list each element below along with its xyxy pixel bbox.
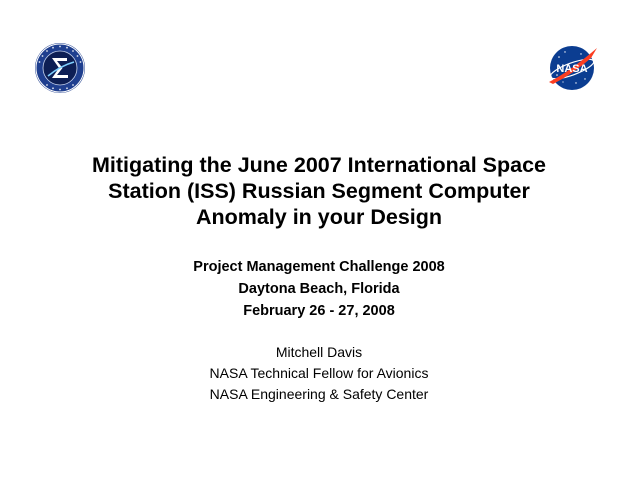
author-name: Mitchell Davis <box>275 344 363 360</box>
event-name: Project Management Challenge 2008 <box>193 259 445 275</box>
nasa-logo <box>545 42 601 94</box>
event-dates: February 26 - 27, 2008 <box>243 303 395 319</box>
title-line-1: Mitigating the June 2007 International Space <box>92 153 546 177</box>
nesc-logo <box>34 42 86 94</box>
nasa-meatball-icon <box>545 42 601 94</box>
author-org: NASA Engineering & Safety Center <box>209 386 429 402</box>
presentation-title <box>0 152 638 230</box>
event-location: Daytona Beach, Florida <box>238 281 400 297</box>
title-line-2: Station (ISS) Russian Segment Computer <box>108 179 530 203</box>
author-info <box>0 342 638 405</box>
author-role: NASA Technical Fellow for Avionics <box>209 365 429 381</box>
event-info <box>0 256 638 322</box>
nesc-insignia-icon <box>34 42 86 94</box>
nasa-logo-text: NASA <box>556 63 588 75</box>
title-line-3: Anomaly in your Design <box>195 205 443 229</box>
